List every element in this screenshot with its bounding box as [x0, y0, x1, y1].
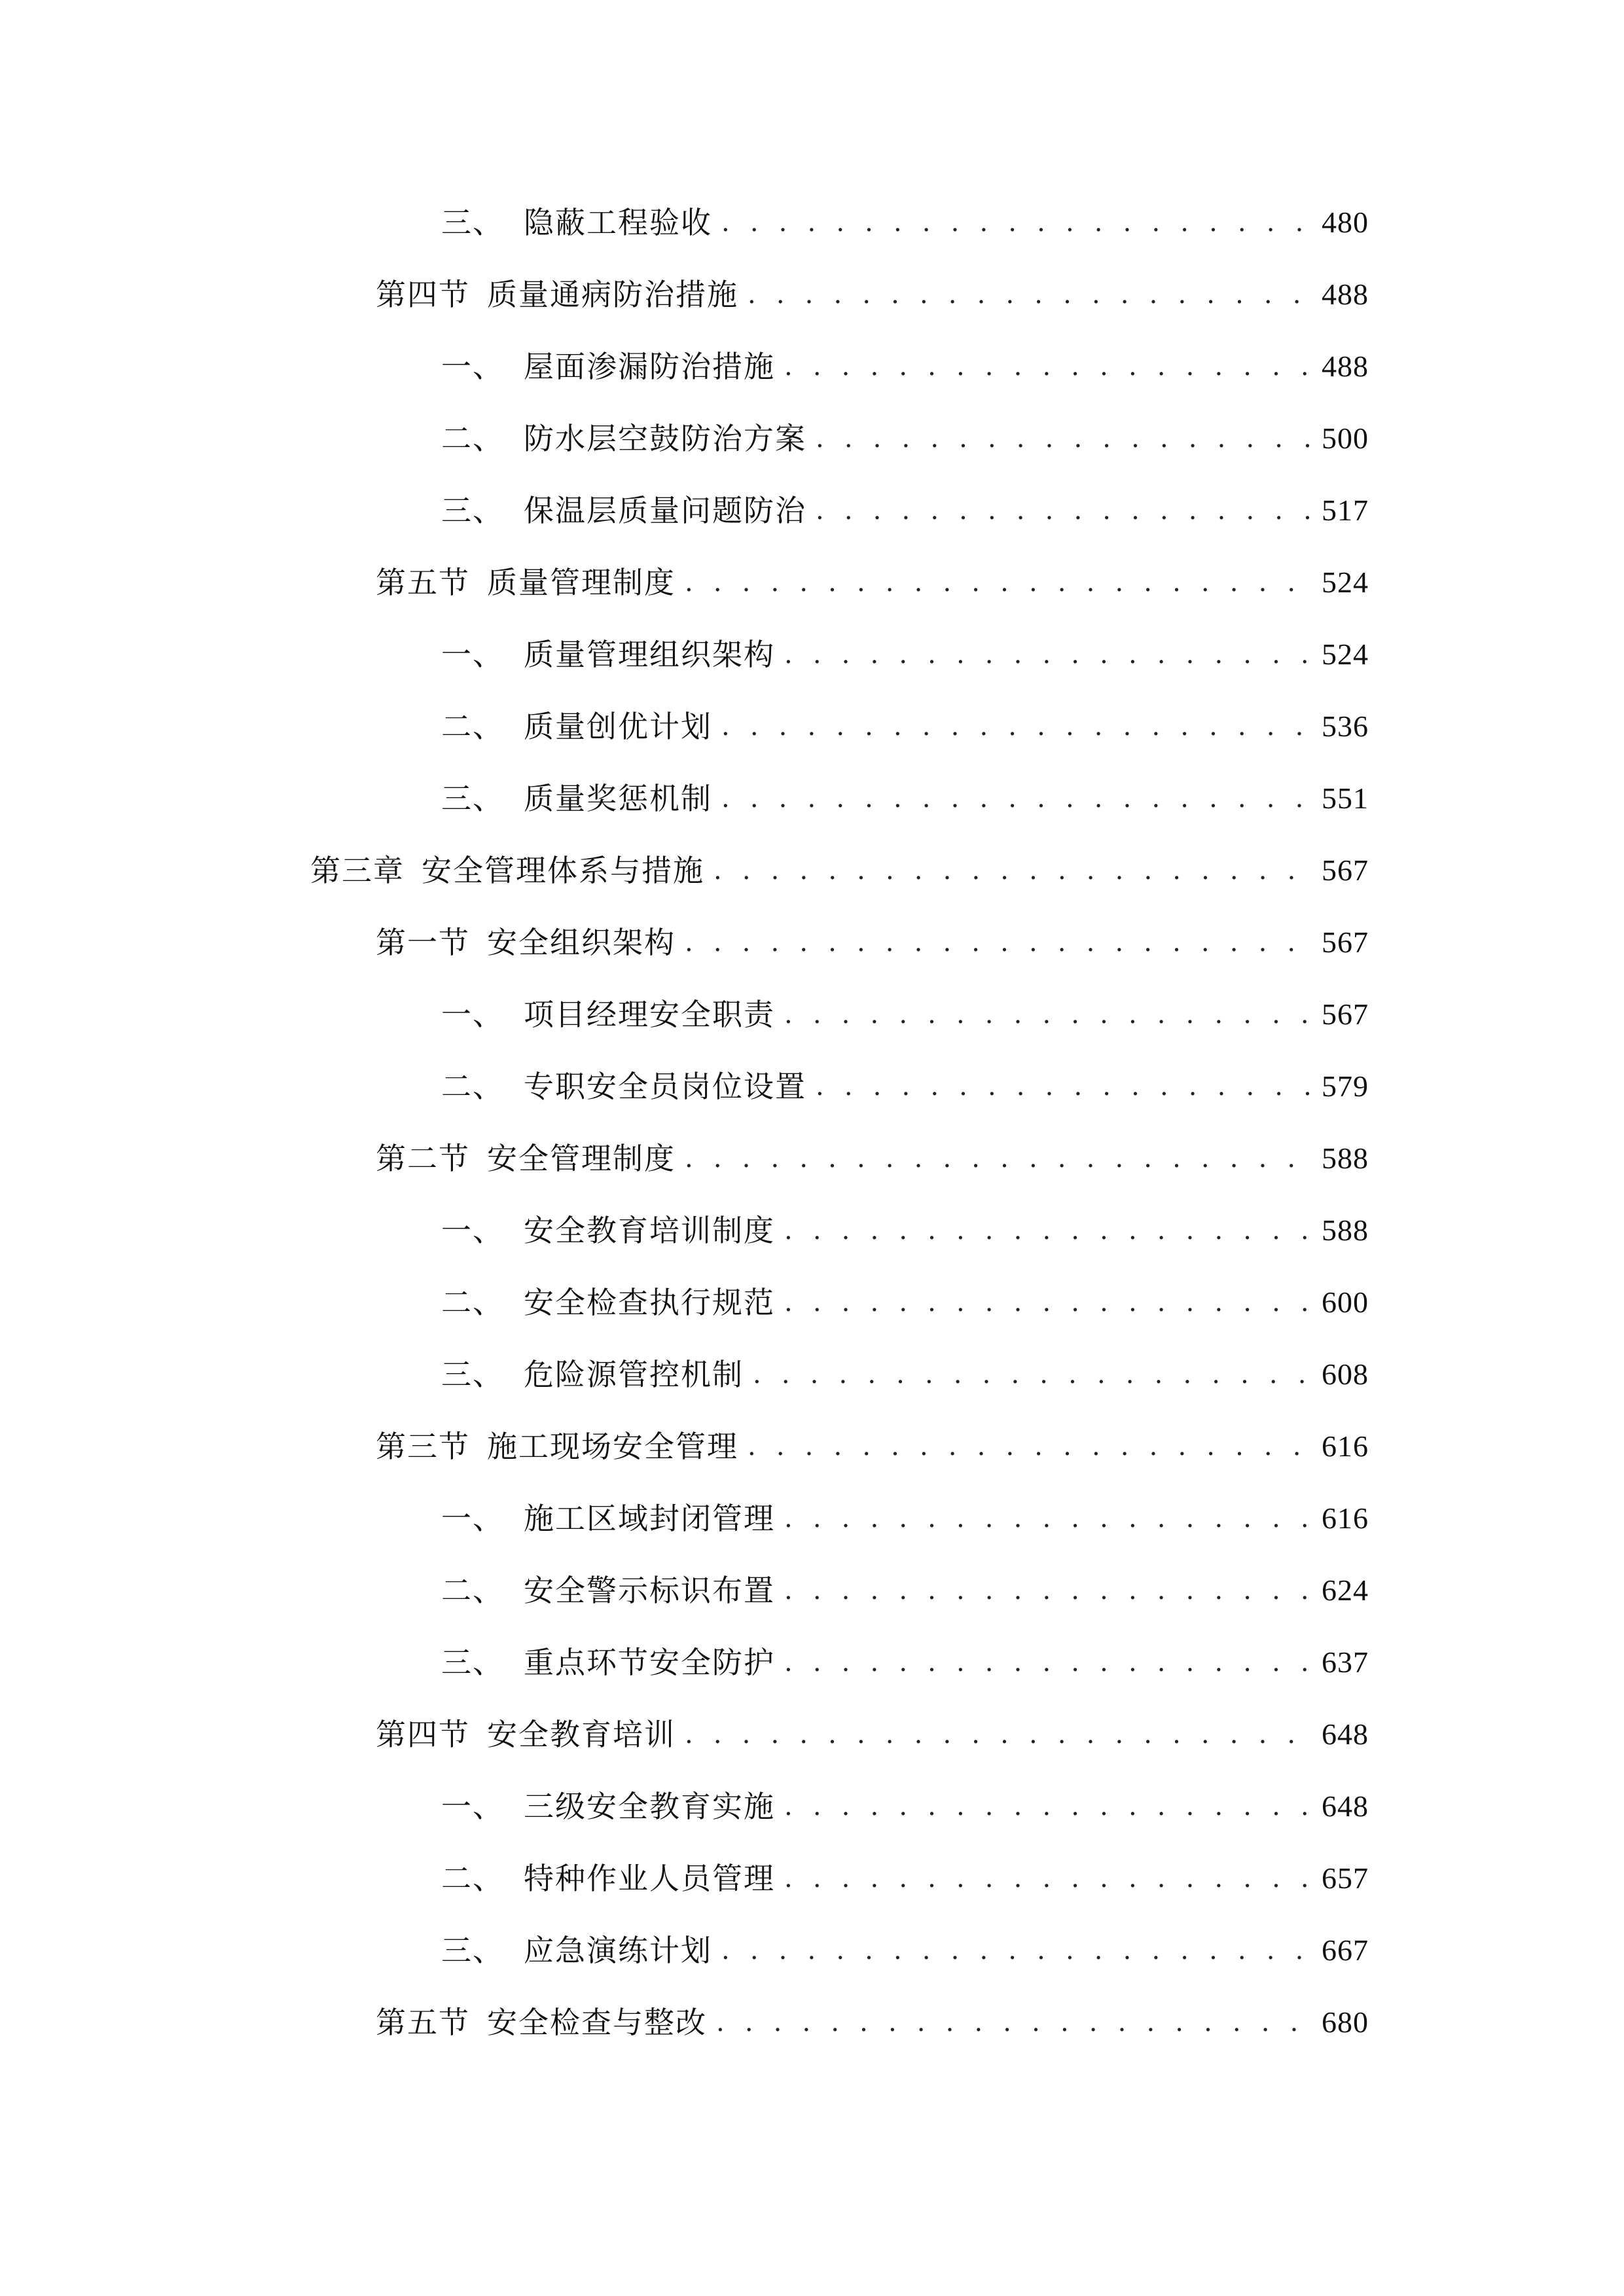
toc-entry-number: 二、: [441, 1285, 504, 1320]
toc-entry-title: 危险源管控机制: [524, 1357, 744, 1392]
toc-entry-title: 安全管理制度: [487, 1141, 676, 1176]
toc-entry-number: 第五节: [376, 565, 470, 600]
toc-entry-page-number: 600: [1322, 1285, 1369, 1319]
toc-entry-title: 安全检查与整改: [487, 2005, 707, 2040]
toc-entry[interactable]: [441, 1846, 1369, 1898]
toc-entry-number: 一、: [441, 637, 504, 672]
toc-entry-page-number: 637: [1322, 1645, 1369, 1679]
toc-entry-title: 屋面渗漏防治措施: [524, 349, 775, 384]
toc-entry-title: 安全教育培训: [487, 1717, 676, 1752]
toc-entry-page-number: 536: [1322, 709, 1369, 743]
toc-entry[interactable]: [376, 910, 1369, 962]
toc-dot-leader: [713, 851, 1310, 890]
toc-entry-number: 一、: [441, 1213, 504, 1248]
toc-entry-number: 一、: [441, 349, 504, 384]
toc-entry-number: 二、: [441, 1573, 504, 1608]
toc-entry[interactable]: [441, 694, 1369, 746]
toc-dot-leader: [784, 1787, 1310, 1826]
toc-entry-page-number: 624: [1322, 1573, 1369, 1607]
toc-entry-page-number: 579: [1322, 1069, 1369, 1103]
toc-entry[interactable]: [441, 334, 1369, 386]
toc-entry[interactable]: [441, 190, 1369, 242]
toc-dot-leader: [685, 563, 1310, 602]
toc-entry-page-number: 517: [1322, 493, 1369, 527]
toc-entry-title: 安全教育培训制度: [524, 1213, 775, 1248]
toc-entry[interactable]: [376, 1126, 1369, 1178]
toc-entry-page-number: 524: [1322, 637, 1369, 671]
toc-entry-page-number: 657: [1322, 1861, 1369, 1895]
toc-entry-number: 二、: [441, 1861, 504, 1896]
toc-entry[interactable]: [441, 1774, 1369, 1826]
toc-entry-page-number: 616: [1322, 1501, 1369, 1535]
toc-entry-title: 质量通病防治措施: [487, 277, 738, 312]
toc-entry-title: 专职安全员岗位设置: [524, 1069, 806, 1104]
toc-entry-number: 第一节: [376, 925, 470, 960]
toc-entry-title: 保温层质量问题防治: [524, 493, 806, 528]
toc-entry-page-number: 667: [1322, 1933, 1369, 1967]
toc-entry[interactable]: [376, 550, 1369, 602]
toc-dot-leader: [685, 1715, 1310, 1754]
toc-dot-leader: [685, 1139, 1310, 1178]
toc-entry[interactable]: [441, 766, 1369, 818]
toc-entry[interactable]: [441, 1558, 1369, 1610]
toc-entry-page-number: 480: [1322, 206, 1369, 239]
toc-entry[interactable]: [376, 1414, 1369, 1466]
toc-entry[interactable]: [376, 262, 1369, 314]
toc-dot-leader: [721, 707, 1310, 746]
toc-entry-page-number: 488: [1322, 278, 1369, 311]
toc-entry-number: 三、: [441, 1933, 504, 1968]
toc-entry-page-number: 567: [1322, 853, 1369, 887]
toc-dot-leader: [784, 1571, 1310, 1610]
toc-entry-number: 第三节: [376, 1429, 470, 1464]
toc-entry[interactable]: [441, 982, 1369, 1034]
toc-dot-leader: [784, 347, 1310, 386]
toc-entry[interactable]: [376, 1702, 1369, 1754]
toc-entry[interactable]: [376, 1990, 1369, 2042]
toc-entry-title: 安全检查执行规范: [524, 1285, 775, 1320]
toc-entry-title: 质量管理制度: [487, 565, 676, 600]
toc-dot-leader: [685, 923, 1310, 962]
toc-entry-page-number: 608: [1322, 1357, 1369, 1391]
toc-dot-leader: [816, 1067, 1310, 1106]
toc-entry-title: 安全警示标识布置: [524, 1573, 775, 1608]
toc-entry-title: 隐蔽工程验收: [524, 205, 712, 240]
toc-dot-leader: [784, 1211, 1310, 1250]
toc-entry[interactable]: [441, 406, 1369, 458]
toc-entry-number: 三、: [441, 781, 504, 816]
toc-dot-leader: [748, 275, 1310, 314]
toc-entry-page-number: 567: [1322, 925, 1369, 959]
toc-entry[interactable]: [441, 1918, 1369, 1970]
toc-dot-leader: [784, 995, 1310, 1034]
toc-entry-number: 三、: [441, 1357, 504, 1392]
toc-entry[interactable]: [441, 1198, 1369, 1250]
toc-entry-title: 安全管理体系与措施: [422, 853, 704, 888]
toc-entry[interactable]: [441, 1630, 1369, 1682]
toc-entry[interactable]: [441, 622, 1369, 674]
toc-entry-number: 第二节: [376, 1141, 470, 1176]
toc-dot-leader: [748, 1427, 1310, 1466]
toc-dot-leader: [784, 1859, 1310, 1898]
toc-entry[interactable]: [441, 1054, 1369, 1106]
toc-entry-number: 第五节: [376, 2005, 470, 2040]
toc-entry-number: 一、: [441, 1501, 504, 1536]
toc-entry-title: 施工区域封闭管理: [524, 1501, 775, 1536]
toc-entry-page-number: 524: [1322, 565, 1369, 599]
toc-dot-leader: [716, 2003, 1310, 2042]
toc-entry-number: 三、: [441, 493, 504, 528]
toc-entry-page-number: 616: [1322, 1429, 1369, 1463]
toc-entry[interactable]: [441, 1270, 1369, 1322]
toc-entry-title: 项目经理安全职责: [524, 997, 775, 1032]
toc-dot-leader: [784, 1499, 1310, 1538]
toc-entry-page-number: 648: [1322, 1789, 1369, 1823]
toc-entry-title: 重点环节安全防护: [524, 1645, 775, 1680]
toc-entry-number: 三、: [441, 1645, 504, 1680]
toc-entry-title: 三级安全教育实施: [524, 1789, 775, 1824]
toc-dot-leader: [784, 635, 1310, 674]
toc-dot-leader: [784, 1643, 1310, 1682]
toc-entry-page-number: 500: [1322, 422, 1369, 455]
toc-entry-title: 安全组织架构: [487, 925, 676, 960]
toc-entry-page-number: 648: [1322, 1717, 1369, 1751]
toc-entry-number: 三、: [441, 205, 504, 240]
toc-dot-leader: [721, 1931, 1310, 1970]
toc-entry-page-number: 588: [1322, 1213, 1369, 1247]
toc-entry-number: 二、: [441, 421, 504, 456]
toc-entry-title: 防水层空鼓防治方案: [524, 421, 806, 456]
toc-entry-title: 应急演练计划: [524, 1933, 712, 1968]
toc-entry-page-number: 588: [1322, 1141, 1369, 1175]
toc-entry-page-number: 551: [1322, 781, 1369, 815]
toc-entry-number: 二、: [441, 1069, 504, 1104]
toc-entry-number: 二、: [441, 709, 504, 744]
toc-entry-number: 一、: [441, 997, 504, 1032]
toc-entry-number: 一、: [441, 1789, 504, 1824]
toc-entry-title: 施工现场安全管理: [487, 1429, 738, 1464]
toc-dot-leader: [784, 1283, 1310, 1322]
toc-entry-number: 第三章: [310, 853, 405, 888]
toc-entry-title: 特种作业人员管理: [524, 1861, 775, 1896]
toc-entry-page-number: 488: [1322, 350, 1369, 383]
toc-entry[interactable]: [310, 838, 1369, 890]
toc-dot-leader: [816, 419, 1310, 458]
toc-entry[interactable]: [441, 478, 1369, 530]
toc-entry-number: 第四节: [376, 1717, 470, 1752]
toc-entry-number: 第四节: [376, 277, 470, 312]
toc-entry-page-number: 680: [1322, 2005, 1369, 2039]
toc-entry-title: 质量创优计划: [524, 709, 712, 744]
toc-dot-leader: [721, 779, 1310, 818]
toc-entry-title: 质量奖惩机制: [524, 781, 712, 816]
toc-entry-title: 质量管理组织架构: [524, 637, 775, 672]
toc-entry[interactable]: [441, 1486, 1369, 1538]
toc-entry-page-number: 567: [1322, 997, 1369, 1031]
toc-dot-leader: [721, 203, 1310, 242]
toc-entry[interactable]: [441, 1342, 1369, 1394]
toc-dot-leader: [753, 1355, 1310, 1394]
toc-dot-leader: [816, 491, 1310, 530]
